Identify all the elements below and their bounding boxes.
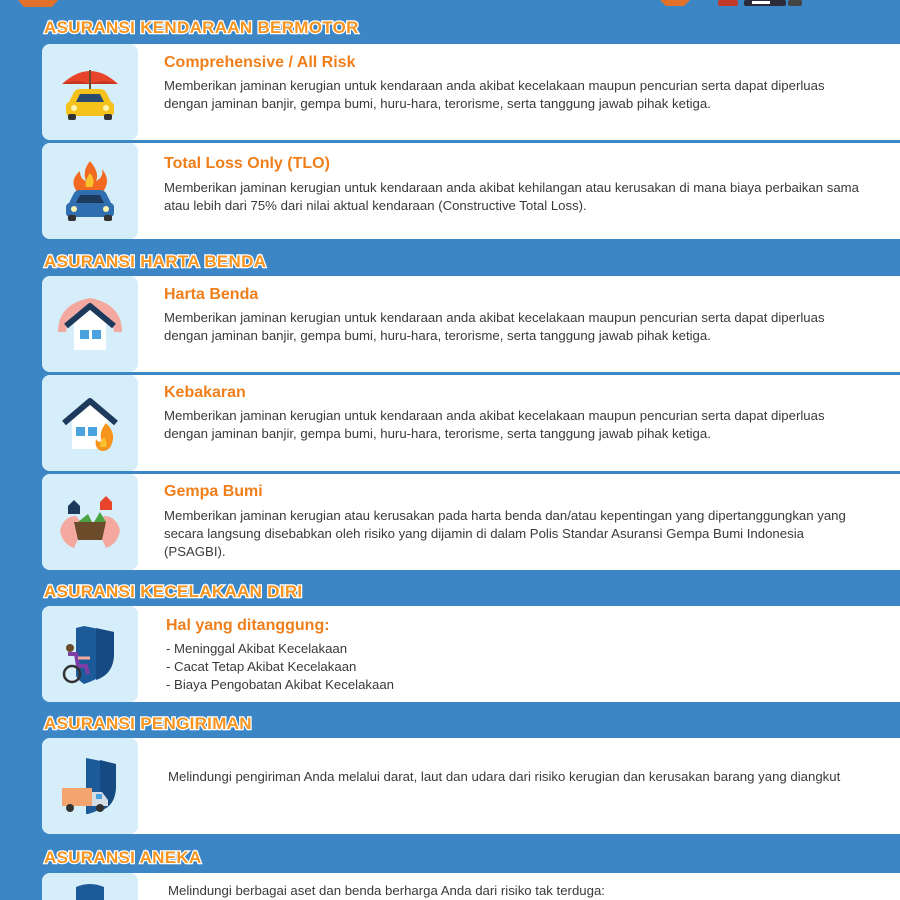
item-title: Comprehensive / All Risk	[164, 54, 356, 71]
item-description: Melindungi berbagai aset dan benda berharga Anda dari risiko tak terduga:	[168, 883, 605, 898]
item-description: Melindungi pengiriman Anda melalui darat, laut dan udara dari risiko kerugian dan kerusakan barang yang diangkut	[168, 769, 841, 784]
truck-shield-icon	[54, 750, 126, 822]
item-description: Memberikan jaminan kerugian untuk kendaraan anda akibat kecelakaan maupun pencurian serta dapat diperluas dengan jaminan banjir, gempa bumi, huru-hara, terorisme, serta tanggung jawab pihak ketiga.	[164, 310, 825, 343]
item-title: Total Loss Only (TLO)	[164, 155, 330, 172]
top-decoration	[0, 0, 900, 14]
item-card-pengiriman	[42, 738, 900, 834]
item-card-kecelakaan	[42, 606, 900, 702]
icon-box	[42, 276, 138, 372]
section-heading-harta: ASURANSI HARTA BENDA	[44, 252, 267, 271]
section-heading-aneka: ASURANSI ANEKA	[44, 848, 202, 867]
earthquake-hands-icon	[54, 486, 126, 558]
icon-box	[42, 44, 138, 140]
item-card-aneka	[42, 873, 900, 900]
section-heading-kecelakaan: ASURANSI KECELAKAAN DIRI	[44, 582, 303, 601]
house-hands-icon	[54, 288, 126, 360]
house-fire-icon	[54, 387, 126, 459]
shield-icon	[70, 883, 110, 900]
item-card-gempa-bumi	[42, 474, 900, 570]
icon-box	[42, 143, 138, 239]
item-description: Memberikan jaminan kerugian untuk kendaraan anda akibat kecelakaan maupun pencurian serta dapat diperluas dengan jaminan banjir, gempa bumi, huru-hara, terorisme, serta tanggung jawab pihak ketiga.	[164, 408, 825, 441]
item-card-kebakaran	[42, 375, 900, 471]
item-description: Memberikan jaminan kerugian untuk kendaraan anda akibat kehilangan atau kerusakan di mana biaya perbaikan sama atau lebih dari 75% dari nilai aktual kendaraan (Constructive Total Loss).	[164, 180, 859, 213]
item-title: Gempa Bumi	[164, 483, 263, 500]
item-description: Memberikan jaminan kerugian atau kerusakan pada harta benda dan/atau kepentingan yang dipertanggungkan yang secara langsung disebabkan oleh risiko yang dijamin di dalam Polis Standar Asuransi Gempa Bumi Indonesia (PSAGBI).	[164, 508, 846, 559]
list-item: - Meninggal Akibat Kecelakaan	[166, 641, 348, 656]
item-title: Kebakaran	[164, 384, 246, 401]
wheelchair-shield-icon	[54, 618, 126, 690]
icon-box	[42, 738, 138, 834]
icon-box	[42, 873, 138, 900]
car-fire-icon	[54, 155, 126, 227]
icon-box	[42, 375, 138, 471]
item-card-harta-benda	[42, 276, 900, 372]
item-title: Hal yang ditanggung:	[166, 617, 330, 634]
list-item: - Cacat Tetap Akibat Kecelakaan	[166, 659, 357, 674]
covered-list	[166, 640, 866, 694]
icon-box	[42, 474, 138, 570]
item-description: Memberikan jaminan kerugian untuk kendaraan anda akibat kecelakaan maupun pencurian serta dapat diperluas dengan jaminan banjir, gempa bumi, huru-hara, terorisme, serta tanggung jawab pihak ketiga.	[164, 78, 825, 111]
section-heading-kendaraan: ASURANSI KENDARAAN BERMOTOR	[44, 18, 359, 37]
section-heading-pengiriman: ASURANSI PENGIRIMAN	[44, 714, 252, 733]
car-umbrella-icon	[54, 56, 126, 128]
item-card-comprehensive	[42, 44, 900, 140]
item-card-tlo	[42, 143, 900, 239]
icon-box	[42, 606, 138, 702]
item-title: Harta Benda	[164, 286, 259, 303]
list-item: - Biaya Pengobatan Akibat Kecelakaan	[166, 677, 395, 692]
